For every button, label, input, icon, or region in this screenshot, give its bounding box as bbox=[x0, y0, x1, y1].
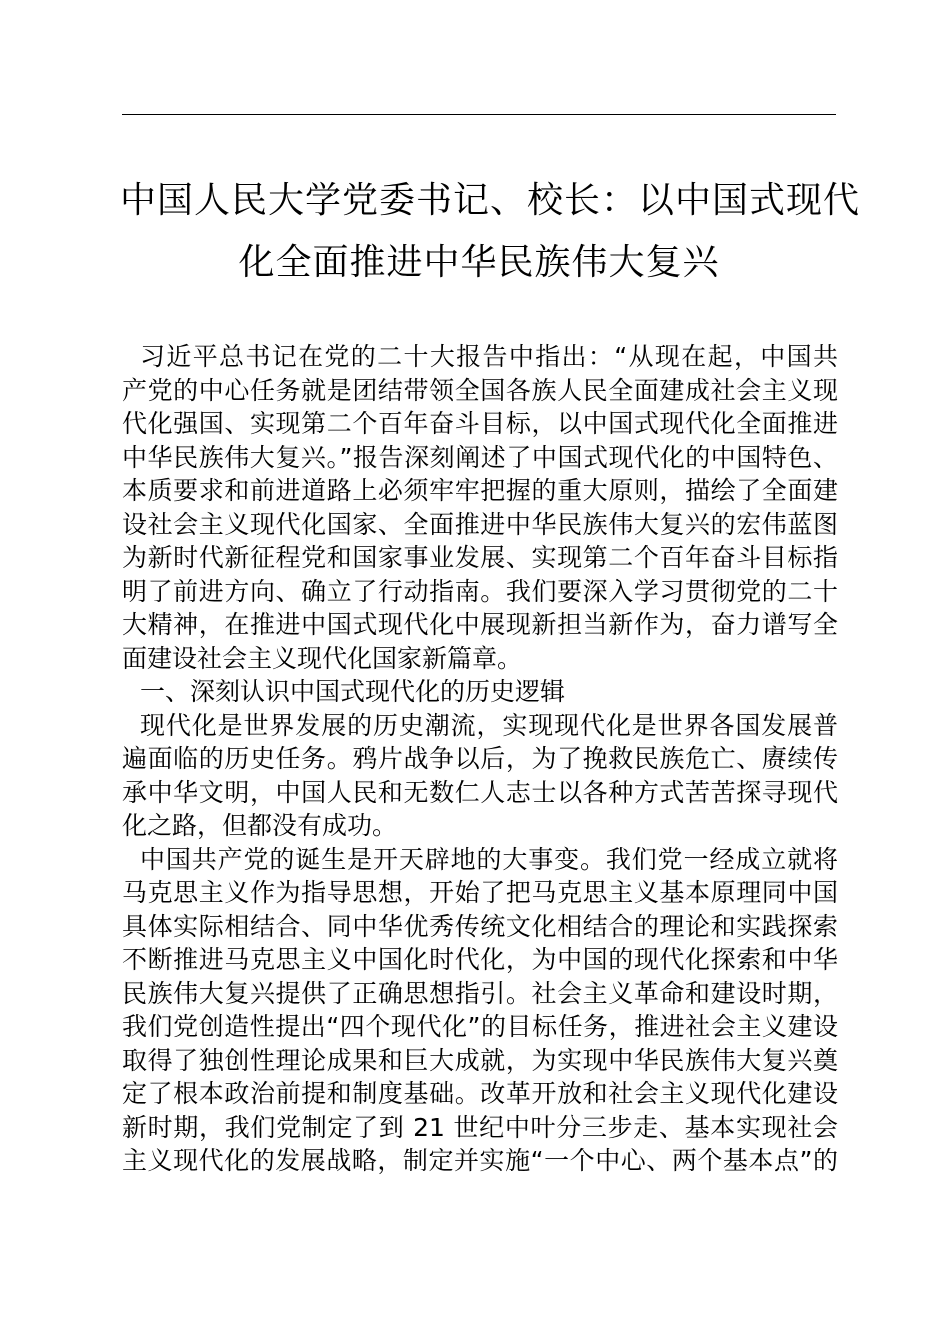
body-line: 现代化是世界发展的历史潮流，实现现代化是世界各国发展普 bbox=[140, 710, 838, 740]
body-line: 遍面临的历史任务。鸦片战争以后，为了挽救民族危亡、赓续传 bbox=[122, 744, 838, 773]
title-line-2: 化全面推进中华民族伟大复兴 bbox=[238, 242, 720, 283]
body-line: 具体实际相结合、同中华优秀传统文化相结合的理论和实践探索 bbox=[122, 911, 838, 941]
body-line: 面建设社会主义现代化国家新篇章。 bbox=[122, 643, 523, 673]
body-line: 代化强国、实现第二个百年奋斗目标，以中国式现代化全面推进 bbox=[122, 409, 838, 438]
body-line: 取得了独创性理论成果和巨大成就，为实现中华民族伟大复兴奠 bbox=[122, 1045, 838, 1075]
document-title bbox=[120, 170, 861, 294]
title-line-1: 中国人民大学党委书记、校长：以中国式现代 bbox=[120, 180, 861, 221]
body-line: 设社会主义现代化国家、全面推进中华民族伟大复兴的宏伟蓝图 bbox=[122, 509, 838, 539]
header-rule bbox=[122, 114, 836, 115]
body-line: 马克思主义作为指导思想，开始了把马克思主义基本原理同中国 bbox=[122, 878, 838, 907]
body-line: 中华民族伟大复兴。”报告深刻阐述了中国式现代化的中国特色、 bbox=[122, 442, 838, 472]
body-line: 明了前进方向、确立了行动指南。我们要深入学习贯彻党的二十 bbox=[122, 576, 838, 606]
body-line: 化之路，但都没有成功。 bbox=[122, 811, 398, 840]
body-line: 中国共产党的诞生是开天辟地的大事变。我们党一经成立就将 bbox=[140, 844, 838, 874]
body-line: 民族伟大复兴提供了正确思想指引。社会主义革命和建设时期， bbox=[122, 978, 838, 1008]
body-line: 承中华文明，中国人民和无数仁人志士以各种方式苦苦探寻现代 bbox=[122, 777, 838, 807]
document-body bbox=[122, 340, 838, 1178]
body-line: 产党的中心任务就是团结带领全国各族人民全面建成社会主义现 bbox=[122, 375, 838, 405]
body-line: 大精神，在推进中国式现代化中展现新担当新作为，奋力谱写全 bbox=[122, 610, 838, 639]
body-line: 不断推进马克思主义中国化时代化，为中国的现代化探索和中华 bbox=[122, 945, 838, 974]
body-line: 一、深刻认识中国式现代化的历史逻辑 bbox=[140, 677, 566, 706]
body-line: 主义现代化的发展战略，制定并实施“一个中心、两个基本点”的 bbox=[122, 1146, 838, 1175]
body-line: 习近平总书记在党的二十大报告中指出：“从现在起，中国共 bbox=[140, 342, 838, 371]
body-line: 定了根本政治前提和制度基础。改革开放和社会主义现代化建设 bbox=[122, 1079, 838, 1108]
body-line: 本质要求和前进道路上必须牢牢把握的重大原则，描绘了全面建 bbox=[122, 476, 838, 505]
body-line: 新时期，我们党制定了到 21 世纪中叶分三步走、基本实现社会 bbox=[122, 1112, 838, 1142]
body-line: 我们党创造性提出“四个现代化”的目标任务，推进社会主义建设 bbox=[122, 1012, 838, 1041]
body-line: 为新时代新征程党和国家事业发展、实现第二个百年奋斗目标指 bbox=[122, 543, 838, 572]
